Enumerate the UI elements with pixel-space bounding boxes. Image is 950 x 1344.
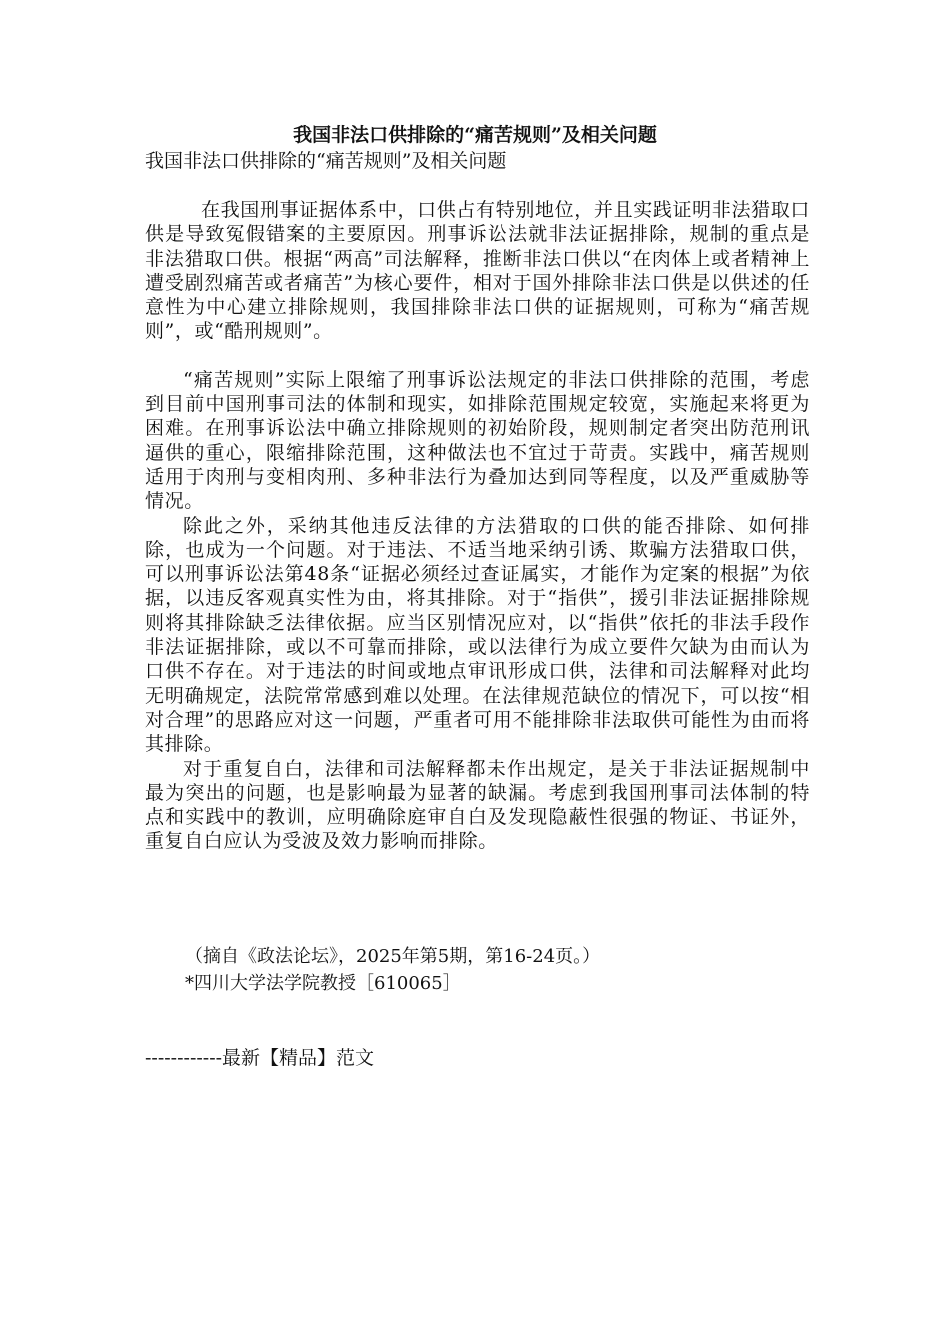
document-body — [145, 198, 810, 854]
footer-text: ------------最新【精品】范文 — [145, 1047, 375, 1069]
paragraph: 除此之外，采纳其他违反法律的方法猎取的口供的能否排除、如何排除，也成为一个问题。对于违法、不适当地采纳引诱、欺骗方法猎取口供，可以刑事诉讼法第48条“证据必须经过查证属实，才能作为定案的根据”为依据，以违反客观真实性为由，将其排除。对于“指供”，援引非法证据排除规则将其排除缺乏法律依据。应当区别情况应对，以“指供”依托的非法手段作非法证据排除，或以不可靠而排除，或以法律行为成立要件欠缺为由而认为口供不存在。对于违法的时间或地点审讯形成口供，法律和司法解释对此均无明确规定，法院常常感到难以处理。在法律规范缺位的情况下，可以按“相对合理”的思路应对这一问题，严重者可用不能排除非法取供可能性为由而将其排除。 — [145, 514, 810, 756]
document-subtitle: 我国非法口供排除的“痛苦规则”及相关问题 — [145, 150, 507, 172]
paragraph: 在我国刑事证据体系中，口供占有特别地位，并且实践证明非法猎取口供是导致冤假错案的主要原因。刑事诉讼法就非法证据排除，规制的重点是非法猎取口供。根据“两高”司法解释，推断非法口供以“在肉体上或者精神上遭受剧烈痛苦或者痛苦”为核心要件，相对于国外排除非法口供是以供述的任意性为中心建立排除规则，我国排除非法口供的证据规则，可称为“痛苦规则”，或“酷刑规则”。 — [145, 199, 810, 343]
document-title: 我国非法口供排除的“痛苦规则”及相关问题 — [293, 124, 657, 146]
author-note: *四川大学法学院教授［610065］ — [185, 973, 461, 994]
paragraph: “痛苦规则”实际上限缩了刑事诉讼法规定的非法口供排除的范围，考虑到目前中国刑事司法的体制和现实，如排除范围规定较宽，实施起来将更为困难。在刑事诉讼法中确立排除规则的初始阶段，规则制定者突出防范刑讯逼供的重心，限缩排除范围，这种做法也不宜过于苛责。实践中，痛苦规则适用于肉刑与变相肉刑、多种非法行为叠加达到同等程度，以及严重威胁等情况。 — [145, 368, 810, 513]
source-citation: （摘自《政法论坛》，2025年第5期，第16-24页。） — [185, 946, 601, 967]
paragraph: 对于重复自白，法律和司法解释都未作出规定，是关于非法证据规制中最为突出的问题，也是影响最为显著的缺漏。考虑到我国刑事司法体制的特点和实践中的教训，应明确除庭审自白及发现隐蔽性很强的物证、书证外，重复自白应认为受波及效力影响而排除。 — [145, 757, 810, 853]
